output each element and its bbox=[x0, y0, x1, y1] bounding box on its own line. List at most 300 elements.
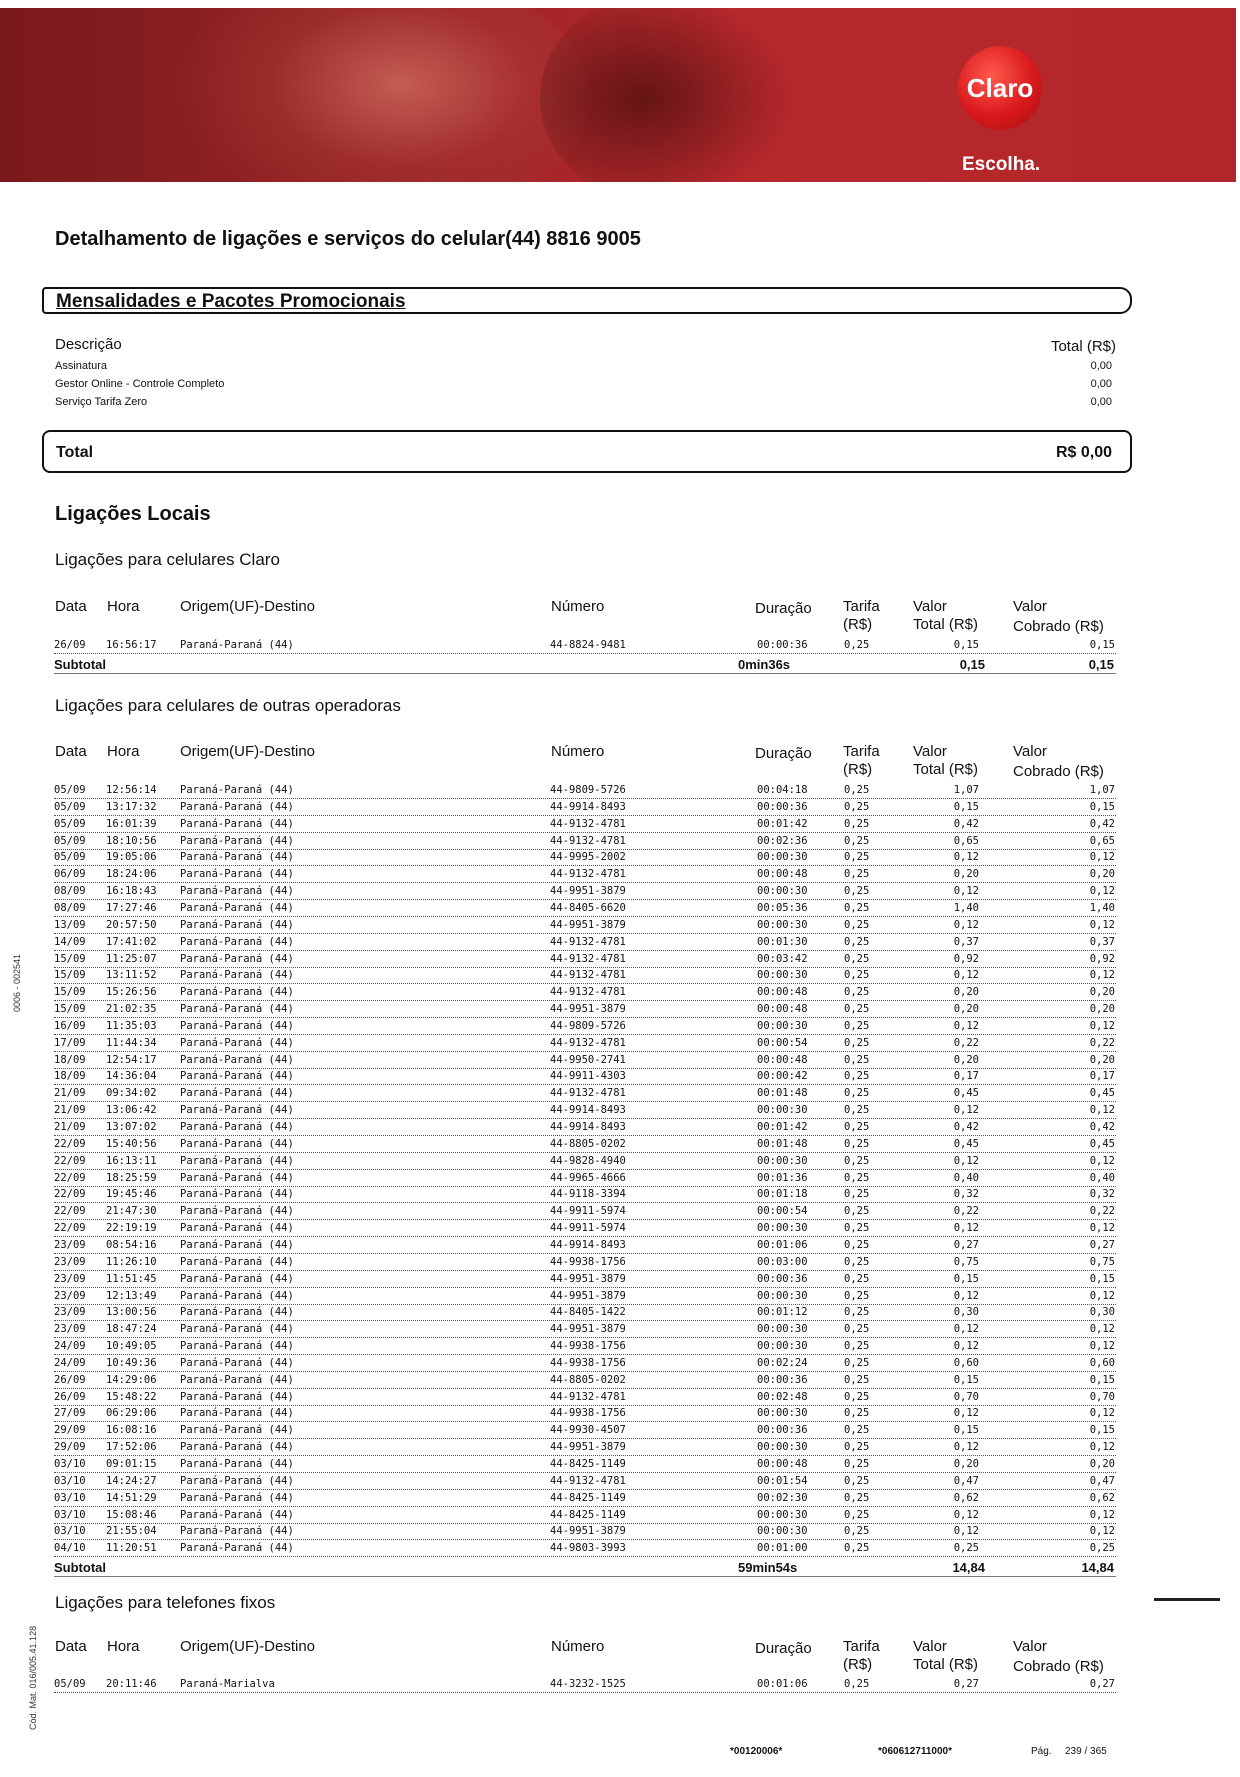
mensalidade-desc: Assinatura bbox=[55, 360, 107, 372]
cell-tarifa: 0,25 bbox=[844, 1036, 870, 1049]
cell-tarifa: 0,25 bbox=[844, 800, 870, 813]
cell-numero: 44-9951-3879 bbox=[550, 1441, 626, 1454]
cell-valor-total: 0,12 bbox=[953, 1104, 979, 1117]
cell-origem: Paraná-Paraná (44) bbox=[180, 1154, 294, 1167]
cell-data: 15/09 bbox=[54, 986, 86, 999]
cell-numero: 44-9132-4781 bbox=[550, 1390, 626, 1403]
cell-hora: 12:13:49 bbox=[106, 1289, 157, 1302]
cell-origem: Paraná-Paraná (44) bbox=[180, 1019, 294, 1032]
cell-origem: Paraná-Paraná (44) bbox=[180, 639, 294, 651]
table-row bbox=[54, 1288, 1116, 1305]
cell-origem: Paraná-Paraná (44) bbox=[180, 935, 294, 948]
cell-hora: 14:36:04 bbox=[106, 1070, 157, 1083]
cell-origem: Paraná-Paraná (44) bbox=[180, 817, 294, 830]
cell-numero: 44-9132-4781 bbox=[550, 1474, 626, 1487]
cell-duracao: 00:00:36 bbox=[757, 1373, 808, 1386]
cell-tarifa: 0,25 bbox=[844, 969, 870, 982]
table-row bbox=[54, 1540, 1116, 1557]
col-tarifa: Tarifa bbox=[843, 1638, 880, 1655]
cell-hora: 12:56:14 bbox=[106, 784, 157, 796]
col-data: Data bbox=[55, 598, 87, 615]
cell-origem: Paraná-Paraná (44) bbox=[180, 1205, 294, 1218]
cell-data: 05/09 bbox=[54, 851, 86, 864]
cell-origem: Paraná-Paraná (44) bbox=[180, 918, 294, 931]
cell-numero: 44-9995-2002 bbox=[550, 851, 626, 864]
table-row bbox=[54, 1068, 1116, 1085]
cell-numero: 44-3232-1525 bbox=[550, 1678, 626, 1690]
cell-data: 26/09 bbox=[54, 1373, 86, 1386]
cell-valor-cobrado: 1,07 bbox=[1089, 784, 1115, 796]
cell-data: 04/10 bbox=[54, 1542, 86, 1555]
cell-origem: Paraná-Paraná (44) bbox=[180, 1441, 294, 1454]
col-numero: Número bbox=[551, 1638, 605, 1655]
cell-origem: Paraná-Paraná (44) bbox=[180, 1542, 294, 1555]
cell-data: 21/09 bbox=[54, 1087, 86, 1100]
total-value: R$ 0,00 bbox=[1055, 444, 1112, 461]
cell-data: 27/09 bbox=[54, 1407, 86, 1420]
cell-valor-cobrado: 0,42 bbox=[1089, 1121, 1115, 1133]
cell-valor-cobrado: 0,12 bbox=[1089, 1104, 1115, 1117]
table-row bbox=[54, 967, 1116, 984]
cell-duracao: 00:00:48 bbox=[757, 1458, 808, 1470]
col-numero: Número bbox=[551, 598, 605, 615]
cell-origem: Paraná-Paraná (44) bbox=[180, 1424, 294, 1437]
cell-hora: 16:01:39 bbox=[106, 817, 157, 830]
cell-valor-total: 0,15 bbox=[953, 1272, 979, 1285]
cell-data: 21/09 bbox=[54, 1121, 86, 1133]
cell-valor-total: 0,15 bbox=[953, 1424, 979, 1437]
cell-tarifa: 0,25 bbox=[844, 1474, 870, 1487]
cell-duracao: 00:01:06 bbox=[757, 1238, 808, 1251]
cell-valor-total: 0,12 bbox=[953, 1340, 979, 1353]
cell-valor-cobrado: 0,12 bbox=[1089, 1222, 1115, 1235]
cell-data: 22/09 bbox=[54, 1171, 86, 1184]
cell-tarifa: 0,25 bbox=[844, 1340, 870, 1353]
cell-valor-cobrado: 0,20 bbox=[1089, 1458, 1115, 1470]
cell-tarifa: 0,25 bbox=[844, 1238, 870, 1251]
mensalidade-value: 0,00 bbox=[1090, 396, 1112, 408]
total-label: Total bbox=[56, 444, 94, 461]
table-row bbox=[54, 866, 1116, 883]
table-row bbox=[54, 1220, 1116, 1237]
cell-tarifa: 0,25 bbox=[844, 1458, 870, 1470]
table-row bbox=[54, 934, 1116, 951]
cell-numero: 44-9132-4781 bbox=[550, 986, 626, 999]
cell-origem: Paraná-Paraná (44) bbox=[180, 800, 294, 813]
cell-tarifa: 0,25 bbox=[844, 1441, 870, 1454]
cell-origem: Paraná-Paraná (44) bbox=[180, 1289, 294, 1302]
cell-origem: Paraná-Paraná (44) bbox=[180, 901, 294, 914]
col-hora: Hora bbox=[107, 598, 140, 615]
cell-data: 03/10 bbox=[54, 1474, 86, 1487]
cell-valor-total: 0,12 bbox=[953, 1525, 979, 1538]
cell-hora: 21:47:30 bbox=[106, 1205, 157, 1218]
cell-tarifa: 0,25 bbox=[844, 784, 870, 796]
cell-duracao: 00:00:36 bbox=[757, 639, 808, 651]
cell-valor-cobrado: 0,40 bbox=[1089, 1171, 1115, 1184]
col-descricao: Descrição bbox=[55, 336, 122, 353]
cell-duracao: 00:00:48 bbox=[757, 986, 808, 999]
cell-tarifa: 0,25 bbox=[844, 1491, 870, 1504]
col-data: Data bbox=[55, 1638, 87, 1655]
cell-data: 23/09 bbox=[54, 1323, 86, 1336]
cell-data: 22/09 bbox=[54, 1222, 86, 1235]
cell-valor-total: 0,22 bbox=[953, 1036, 979, 1049]
cell-tarifa: 0,25 bbox=[844, 1390, 870, 1403]
cell-tarifa: 0,25 bbox=[844, 1678, 870, 1690]
cell-duracao: 00:00:30 bbox=[757, 1508, 808, 1521]
cell-data: 23/09 bbox=[54, 1306, 86, 1319]
col-valor-total-2: Total (R$) bbox=[913, 616, 979, 633]
cell-numero: 44-9965-4666 bbox=[550, 1171, 626, 1184]
cell-numero: 44-9951-3879 bbox=[550, 1003, 626, 1016]
cell-valor-total: 0,12 bbox=[953, 851, 979, 864]
cell-origem: Paraná-Paraná (44) bbox=[180, 1255, 294, 1268]
cell-valor-cobrado: 0,45 bbox=[1089, 1087, 1115, 1100]
col-valor-cobrado-1: Valor bbox=[1013, 1638, 1047, 1655]
page-number: 239 / 365 bbox=[1065, 1746, 1107, 1757]
cell-valor-total: 0,65 bbox=[953, 834, 979, 847]
col-origem: Origem(UF)-Destino bbox=[180, 598, 316, 615]
table-row bbox=[54, 1456, 1116, 1473]
cell-valor-cobrado: 0,12 bbox=[1089, 1019, 1115, 1032]
cell-data: 23/09 bbox=[54, 1289, 86, 1302]
cell-duracao: 00:02:36 bbox=[757, 834, 808, 847]
cell-valor-total: 0,42 bbox=[953, 1121, 979, 1133]
cell-hora: 18:10:56 bbox=[106, 834, 157, 847]
cell-duracao: 00:00:54 bbox=[757, 1205, 808, 1218]
cell-origem: Paraná-Paraná (44) bbox=[180, 1070, 294, 1083]
cell-hora: 15:40:56 bbox=[106, 1137, 157, 1150]
cell-valor-total: 0,12 bbox=[953, 885, 979, 898]
cell-duracao: 00:00:36 bbox=[757, 1272, 808, 1285]
cell-data: 22/09 bbox=[54, 1137, 86, 1150]
table-row bbox=[54, 1254, 1116, 1271]
cell-numero: 44-9938-1756 bbox=[550, 1340, 626, 1353]
cell-data: 06/09 bbox=[54, 868, 86, 881]
cell-hora: 21:55:04 bbox=[106, 1525, 157, 1538]
cell-numero: 44-9914-8493 bbox=[550, 1104, 626, 1117]
cell-duracao: 00:00:30 bbox=[757, 969, 808, 982]
col-valor-total-2: Total (R$) bbox=[913, 1656, 979, 1673]
cell-tarifa: 0,25 bbox=[844, 1222, 870, 1235]
cell-duracao: 00:03:42 bbox=[757, 952, 808, 965]
cell-origem: Paraná-Paraná (44) bbox=[180, 1053, 294, 1066]
mensalidade-value: 0,00 bbox=[1090, 360, 1112, 372]
cell-valor-total: 0,12 bbox=[953, 1323, 979, 1336]
cell-tarifa: 0,25 bbox=[844, 1323, 870, 1336]
cell-tarifa: 0,25 bbox=[844, 1424, 870, 1437]
cell-numero: 44-9951-3879 bbox=[550, 1525, 626, 1538]
cell-numero: 44-9132-4781 bbox=[550, 834, 626, 847]
cell-numero: 44-9809-5726 bbox=[550, 784, 626, 796]
cell-origem: Paraná-Paraná (44) bbox=[180, 1508, 294, 1521]
cell-duracao: 00:00:36 bbox=[757, 1424, 808, 1437]
col-valor-cobrado-1: Valor bbox=[1013, 743, 1047, 760]
cell-tarifa: 0,25 bbox=[844, 1306, 870, 1319]
cell-valor-total: 0,45 bbox=[953, 1087, 979, 1100]
cell-tarifa: 0,25 bbox=[844, 1356, 870, 1369]
cell-data: 23/09 bbox=[54, 1255, 86, 1268]
table-row bbox=[54, 1203, 1116, 1220]
cell-data: 08/09 bbox=[54, 901, 86, 914]
mensalidade-desc: Serviço Tarifa Zero bbox=[55, 396, 148, 408]
cell-valor-total: 0,27 bbox=[953, 1238, 979, 1251]
cell-valor-cobrado: 0,12 bbox=[1089, 1154, 1115, 1167]
cell-origem: Paraná-Paraná (44) bbox=[180, 1373, 294, 1386]
cell-valor-total: 0,75 bbox=[953, 1255, 979, 1268]
cell-tarifa: 0,25 bbox=[844, 1407, 870, 1420]
table-row bbox=[54, 1170, 1116, 1187]
banner-photo-shade bbox=[540, 8, 800, 182]
cell-valor-total: 0,37 bbox=[953, 935, 979, 948]
cell-numero: 44-9132-4781 bbox=[550, 1036, 626, 1049]
cell-numero: 44-9930-4507 bbox=[550, 1424, 626, 1437]
cell-numero: 44-9914-8493 bbox=[550, 800, 626, 813]
col-origem: Origem(UF)-Destino bbox=[180, 743, 316, 760]
cell-hora: 11:25:07 bbox=[106, 952, 157, 965]
cell-data: 03/10 bbox=[54, 1458, 86, 1470]
cell-valor-total: 0,27 bbox=[953, 1678, 979, 1690]
cell-hora: 18:47:24 bbox=[106, 1323, 157, 1336]
cell-data: 03/10 bbox=[54, 1525, 86, 1538]
cell-tarifa: 0,25 bbox=[844, 834, 870, 847]
cell-valor-total: 0,12 bbox=[953, 1154, 979, 1167]
cell-data: 22/09 bbox=[54, 1188, 86, 1201]
cell-valor-cobrado: 0,20 bbox=[1089, 1003, 1115, 1016]
cell-numero: 44-9911-4303 bbox=[550, 1070, 626, 1083]
table-row bbox=[54, 1001, 1116, 1018]
cell-data: 13/09 bbox=[54, 918, 86, 931]
col-tarifa-unit: (R$) bbox=[843, 761, 873, 778]
cell-tarifa: 0,25 bbox=[844, 935, 870, 948]
cell-tarifa: 0,25 bbox=[844, 1289, 870, 1302]
cell-valor-cobrado: 0,12 bbox=[1089, 1441, 1115, 1454]
cell-valor-total: 0,12 bbox=[953, 1289, 979, 1302]
cell-data: 05/09 bbox=[54, 1678, 86, 1690]
cell-valor-total: 0,17 bbox=[953, 1070, 979, 1083]
cell-origem: Paraná-Paraná (44) bbox=[180, 1407, 294, 1420]
cell-duracao: 00:00:30 bbox=[757, 1525, 808, 1538]
cell-valor-total: 0,20 bbox=[953, 868, 979, 881]
cell-hora: 14:51:29 bbox=[106, 1491, 157, 1504]
banner-photo bbox=[170, 8, 590, 182]
table-row bbox=[54, 1676, 1116, 1693]
cell-valor-cobrado: 0,12 bbox=[1089, 1407, 1115, 1420]
table-row bbox=[54, 1321, 1116, 1338]
mensalidade-value: 0,00 bbox=[1090, 378, 1112, 390]
cell-valor-total: 0,12 bbox=[953, 1508, 979, 1521]
cell-valor-cobrado: 0,62 bbox=[1089, 1491, 1115, 1504]
cell-numero: 44-8405-1422 bbox=[550, 1306, 626, 1319]
col-data: Data bbox=[55, 743, 87, 760]
cell-hora: 12:54:17 bbox=[106, 1053, 157, 1066]
cell-hora: 22:19:19 bbox=[106, 1222, 157, 1235]
cell-numero: 44-8425-1149 bbox=[550, 1491, 626, 1504]
cell-numero: 44-8425-1149 bbox=[550, 1458, 626, 1470]
cell-origem: Paraná-Paraná (44) bbox=[180, 1104, 294, 1117]
cell-duracao: 00:00:30 bbox=[757, 1104, 808, 1117]
cell-duracao: 00:00:30 bbox=[757, 885, 808, 898]
cell-tarifa: 0,25 bbox=[844, 1070, 870, 1083]
cell-numero: 44-9938-1756 bbox=[550, 1356, 626, 1369]
cell-valor-cobrado: 0,37 bbox=[1089, 935, 1115, 948]
cell-numero: 44-9951-3879 bbox=[550, 885, 626, 898]
cell-valor-cobrado: 0,12 bbox=[1089, 1289, 1115, 1302]
cell-duracao: 00:01:18 bbox=[757, 1188, 808, 1201]
cell-valor-total: 0,15 bbox=[953, 1373, 979, 1386]
cell-hora: 10:49:36 bbox=[106, 1356, 157, 1369]
cell-valor-cobrado: 0,47 bbox=[1089, 1474, 1115, 1487]
cell-valor-total: 0,12 bbox=[953, 969, 979, 982]
table-row bbox=[54, 1237, 1116, 1254]
cell-origem: Paraná-Paraná (44) bbox=[180, 885, 294, 898]
cell-origem: Paraná-Marialva bbox=[180, 1678, 275, 1690]
cell-tarifa: 0,25 bbox=[844, 1205, 870, 1218]
cell-duracao: 00:01:00 bbox=[757, 1542, 808, 1555]
cell-numero: 44-8405-6620 bbox=[550, 901, 626, 914]
cell-data: 03/10 bbox=[54, 1491, 86, 1504]
cell-valor-total: 0,92 bbox=[953, 952, 979, 965]
cell-hora: 08:54:16 bbox=[106, 1238, 157, 1251]
cell-valor-cobrado: 0,15 bbox=[1089, 1272, 1115, 1285]
cell-numero: 44-9911-5974 bbox=[550, 1205, 626, 1218]
cell-hora: 19:05:06 bbox=[106, 851, 157, 864]
col-numero: Número bbox=[551, 743, 605, 760]
cell-tarifa: 0,25 bbox=[844, 1121, 870, 1133]
cell-valor-total: 0,20 bbox=[953, 1458, 979, 1470]
cell-duracao: 00:04:18 bbox=[757, 784, 808, 796]
mensalidade-desc: Gestor Online - Controle Completo bbox=[55, 378, 225, 390]
cell-tarifa: 0,25 bbox=[844, 1137, 870, 1150]
cell-origem: Paraná-Paraná (44) bbox=[180, 851, 294, 864]
cell-duracao: 00:02:48 bbox=[757, 1390, 808, 1403]
cell-hora: 16:08:16 bbox=[106, 1424, 157, 1437]
table-row bbox=[54, 1355, 1116, 1372]
cell-data: 26/09 bbox=[54, 639, 86, 651]
cell-hora: 16:56:17 bbox=[106, 639, 157, 651]
col-duracao: Duração bbox=[755, 600, 812, 617]
cell-duracao: 00:00:30 bbox=[757, 918, 808, 931]
cell-numero: 44-9938-1756 bbox=[550, 1407, 626, 1420]
cell-origem: Paraná-Paraná (44) bbox=[180, 1356, 294, 1369]
cell-hora: 11:20:51 bbox=[106, 1542, 157, 1555]
col-valor-total-1: Valor bbox=[913, 743, 947, 760]
table-row bbox=[54, 799, 1116, 816]
cell-valor-cobrado: 0,17 bbox=[1089, 1070, 1115, 1083]
cell-duracao: 00:00:30 bbox=[757, 1407, 808, 1420]
cell-valor-cobrado: 0,27 bbox=[1089, 1678, 1115, 1690]
cell-duracao: 00:01:42 bbox=[757, 817, 808, 830]
cell-numero: 44-9951-3879 bbox=[550, 1272, 626, 1285]
cell-duracao: 00:01:06 bbox=[757, 1678, 808, 1690]
table-row bbox=[54, 984, 1116, 1001]
cell-duracao: 00:00:30 bbox=[757, 1019, 808, 1032]
subtotal-total: 14,84 bbox=[952, 1560, 985, 1576]
cell-duracao: 00:00:30 bbox=[757, 1323, 808, 1336]
subtotal-cobrado: 0,15 bbox=[1088, 657, 1114, 672]
cell-hora: 16:13:11 bbox=[106, 1154, 157, 1167]
cell-valor-cobrado: 0,20 bbox=[1089, 1053, 1115, 1066]
cell-tarifa: 0,25 bbox=[844, 952, 870, 965]
cell-hora: 17:52:06 bbox=[106, 1441, 157, 1454]
cell-numero: 44-9828-4940 bbox=[550, 1154, 626, 1167]
cell-duracao: 00:00:48 bbox=[757, 1003, 808, 1016]
cell-valor-total: 0,15 bbox=[953, 639, 979, 651]
cell-data: 15/09 bbox=[54, 969, 86, 982]
table-row bbox=[54, 1018, 1116, 1035]
cell-data: 26/09 bbox=[54, 1390, 86, 1403]
col-tarifa: Tarifa bbox=[843, 743, 880, 760]
cell-valor-cobrado: 0,12 bbox=[1089, 885, 1115, 898]
cell-valor-total: 0,47 bbox=[953, 1474, 979, 1487]
mensalidades-header bbox=[42, 287, 1132, 314]
cell-tarifa: 0,25 bbox=[844, 1188, 870, 1201]
cell-hora: 13:07:02 bbox=[106, 1121, 157, 1133]
table-row bbox=[54, 1389, 1116, 1406]
cell-origem: Paraná-Paraná (44) bbox=[180, 1458, 294, 1470]
subtotal-cobrado: 14,84 bbox=[1081, 1560, 1114, 1576]
table-row bbox=[54, 1490, 1116, 1507]
cell-hora: 11:44:34 bbox=[106, 1036, 157, 1049]
cell-tarifa: 0,25 bbox=[844, 1171, 870, 1184]
cell-tarifa: 0,25 bbox=[844, 1272, 870, 1285]
cell-hora: 20:11:46 bbox=[106, 1678, 157, 1690]
cell-tarifa: 0,25 bbox=[844, 918, 870, 931]
table-row bbox=[54, 1422, 1116, 1439]
cell-valor-cobrado: 0,25 bbox=[1089, 1542, 1115, 1555]
cell-hora: 14:29:06 bbox=[106, 1373, 157, 1386]
cell-data: 22/09 bbox=[54, 1205, 86, 1218]
subtotal-duracao: 0min36s bbox=[738, 657, 791, 672]
cell-numero: 44-9938-1756 bbox=[550, 1255, 626, 1268]
section-subtitle: Ligações para celulares Claro bbox=[55, 550, 280, 569]
cell-origem: Paraná-Paraná (44) bbox=[180, 1188, 294, 1201]
subtotal-label: Subtotal bbox=[54, 657, 106, 672]
subtotal-duracao: 59min54s bbox=[738, 1560, 798, 1576]
cell-duracao: 00:01:36 bbox=[757, 1171, 808, 1184]
cell-duracao: 00:00:36 bbox=[757, 800, 808, 813]
cell-valor-total: 0,25 bbox=[953, 1542, 979, 1555]
cell-numero: 44-9951-3879 bbox=[550, 1323, 626, 1336]
cell-valor-total: 1,40 bbox=[953, 901, 979, 914]
cell-numero: 44-9951-3879 bbox=[550, 1289, 626, 1302]
cell-data: 24/09 bbox=[54, 1356, 86, 1369]
cell-valor-total: 0,12 bbox=[953, 918, 979, 931]
cell-data: 03/10 bbox=[54, 1508, 86, 1521]
cell-hora: 20:57:50 bbox=[106, 918, 157, 931]
cell-hora: 15:26:56 bbox=[106, 986, 157, 999]
cell-duracao: 00:05:36 bbox=[757, 901, 808, 914]
cell-tarifa: 0,25 bbox=[844, 1154, 870, 1167]
cell-tarifa: 0,25 bbox=[844, 1525, 870, 1538]
cell-valor-total: 0,40 bbox=[953, 1171, 979, 1184]
cell-tarifa: 0,25 bbox=[844, 1019, 870, 1032]
cell-origem: Paraná-Paraná (44) bbox=[180, 1390, 294, 1403]
table-row bbox=[54, 1304, 1116, 1321]
cell-tarifa: 0,25 bbox=[844, 885, 870, 898]
cell-valor-cobrado: 0,12 bbox=[1089, 851, 1115, 864]
cell-numero: 44-9911-5974 bbox=[550, 1222, 626, 1235]
cell-data: 16/09 bbox=[54, 1019, 86, 1032]
cell-data: 24/09 bbox=[54, 1340, 86, 1353]
cell-valor-cobrado: 0,15 bbox=[1089, 1373, 1115, 1386]
cell-data: 14/09 bbox=[54, 935, 86, 948]
cell-origem: Paraná-Paraná (44) bbox=[180, 784, 294, 796]
cell-origem: Paraná-Paraná (44) bbox=[180, 1003, 294, 1016]
col-duracao: Duração bbox=[755, 1640, 812, 1657]
header-banner bbox=[0, 8, 1236, 182]
